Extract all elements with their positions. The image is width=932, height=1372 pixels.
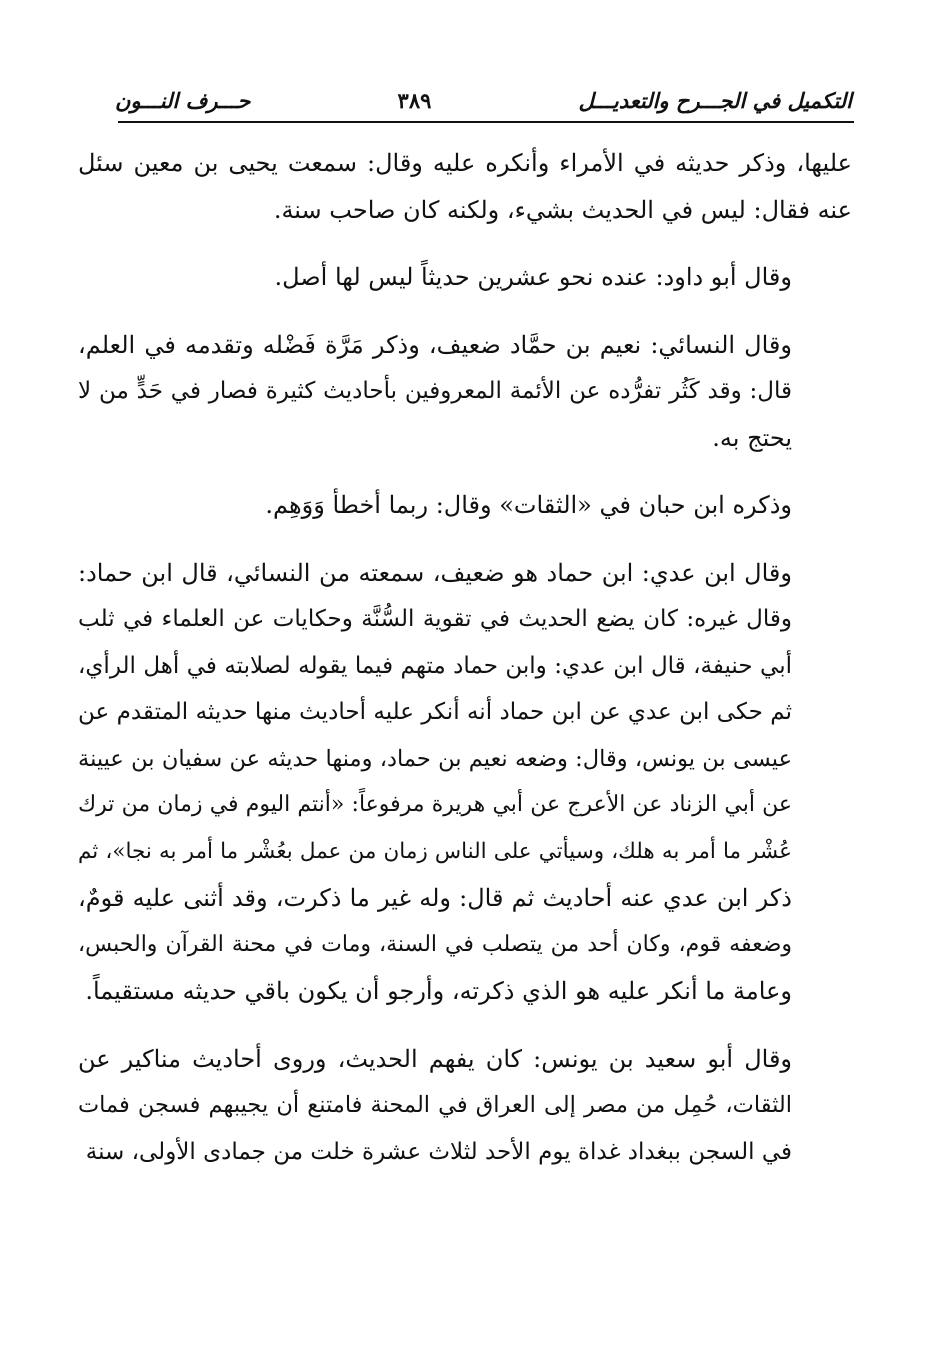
text-line: عيسى بن يونس، وقال: وضعه نعيم بن حماد، ومنها حديثه عن سفيان بن عيينة bbox=[78, 745, 792, 772]
text-line: الثقات، حُمِل من مصر إلى العراق في المحنة فامتنع أن يجيبهم فسجن فمات bbox=[78, 1092, 792, 1118]
paragraph bbox=[78, 140, 852, 233]
header-book-title: التكميل في الجـــرح والتعديـــل bbox=[578, 87, 852, 113]
text-line: في السجن ببغداد غداة يوم الأحد لثلاث عشرة خلت من جمادى الأولى، سنة bbox=[85, 1138, 792, 1165]
text-line: عن أبي الزناد عن الأعرج عن أبي هريرة مرفوعاً: «أنتم اليوم في زمان من ترك bbox=[78, 792, 792, 817]
paragraph bbox=[78, 254, 852, 301]
text-line: يحتج به. bbox=[712, 423, 792, 452]
text-line: قال: وقد كَثُر تفرُّده عن الأئمة المعروفين بأحاديث كثيرة فصار في حَدٍّ من لا bbox=[78, 378, 792, 404]
body-text bbox=[78, 140, 852, 1175]
text-line: وقال أبو سعيد بن يونس: كان يفهم الحديث، وروى أحاديث مناكير عن bbox=[78, 1044, 792, 1073]
text-line: وقال ابن عدي: ابن حماد هو ضعيف، سمعته من النسائي، قال ابن حماد: bbox=[78, 558, 792, 587]
text-line: عنه فقال: ليس في الحديث بشيء، ولكنه كان صاحب سنة. bbox=[273, 195, 852, 224]
text-line: أبي حنيفة، قال ابن عدي: وابن حماد متهم فيما يقوله لصلابته في أهل الرأي، bbox=[78, 652, 792, 679]
text-line: وقال أبو داود: عنده نحو عشرين حديثاً ليس لها أصل. bbox=[274, 263, 792, 291]
text-line: ذكر ابن عدي عنه أحاديث ثم قال: وله غير ما ذكرت، وقد أثنى عليه قومٌ، bbox=[78, 884, 792, 912]
header-chapter-title: حـــرف النـــون bbox=[115, 87, 251, 113]
paragraph bbox=[78, 482, 852, 529]
paragraph bbox=[78, 322, 852, 462]
text-line: عُشْر ما أمر به هلك، وسيأتي على الناس زمان من عمل بعُشْر ما أمر به نجا»، ثم bbox=[78, 838, 792, 864]
page-number: ٣٨٩ bbox=[397, 87, 432, 113]
paragraph bbox=[78, 550, 852, 1015]
text-line: وذكره ابن حبان في «الثقات» وقال: ربما أخطأ وَوَهِم. bbox=[265, 491, 792, 519]
text-line: وقال النسائي: نعيم بن حمَّاد ضعيف، وذكر مَرَّة فَضْله وتقدمه في العلم، bbox=[78, 330, 792, 359]
text-line: ثم حكى ابن عدي عن ابن حماد أنه أنكر عليه أحاديث منها حديثه المتقدم عن bbox=[78, 699, 792, 725]
paragraph bbox=[78, 1036, 852, 1176]
header-rule bbox=[118, 121, 854, 123]
text-line: وضعفه قوم، وكان أحد من يتصلب في السنة، ومات في محنة القرآن والحبس، bbox=[78, 931, 792, 957]
running-header bbox=[115, 85, 852, 115]
text-line: وقال غيره: كان يضع الحديث في تقوية السُّنَّة وحكايات عن العلماء في ثلب bbox=[78, 606, 792, 632]
text-line: وعامة ما أنكر عليه هو الذي ذكرته، وأرجو أن يكون باقي حديثه مستقيماً. bbox=[85, 977, 792, 1005]
text-line: عليها، وذكر حديثه في الأمراء وأنكره عليه وقال: سمعت يحيى بن معين سئل bbox=[78, 149, 852, 177]
